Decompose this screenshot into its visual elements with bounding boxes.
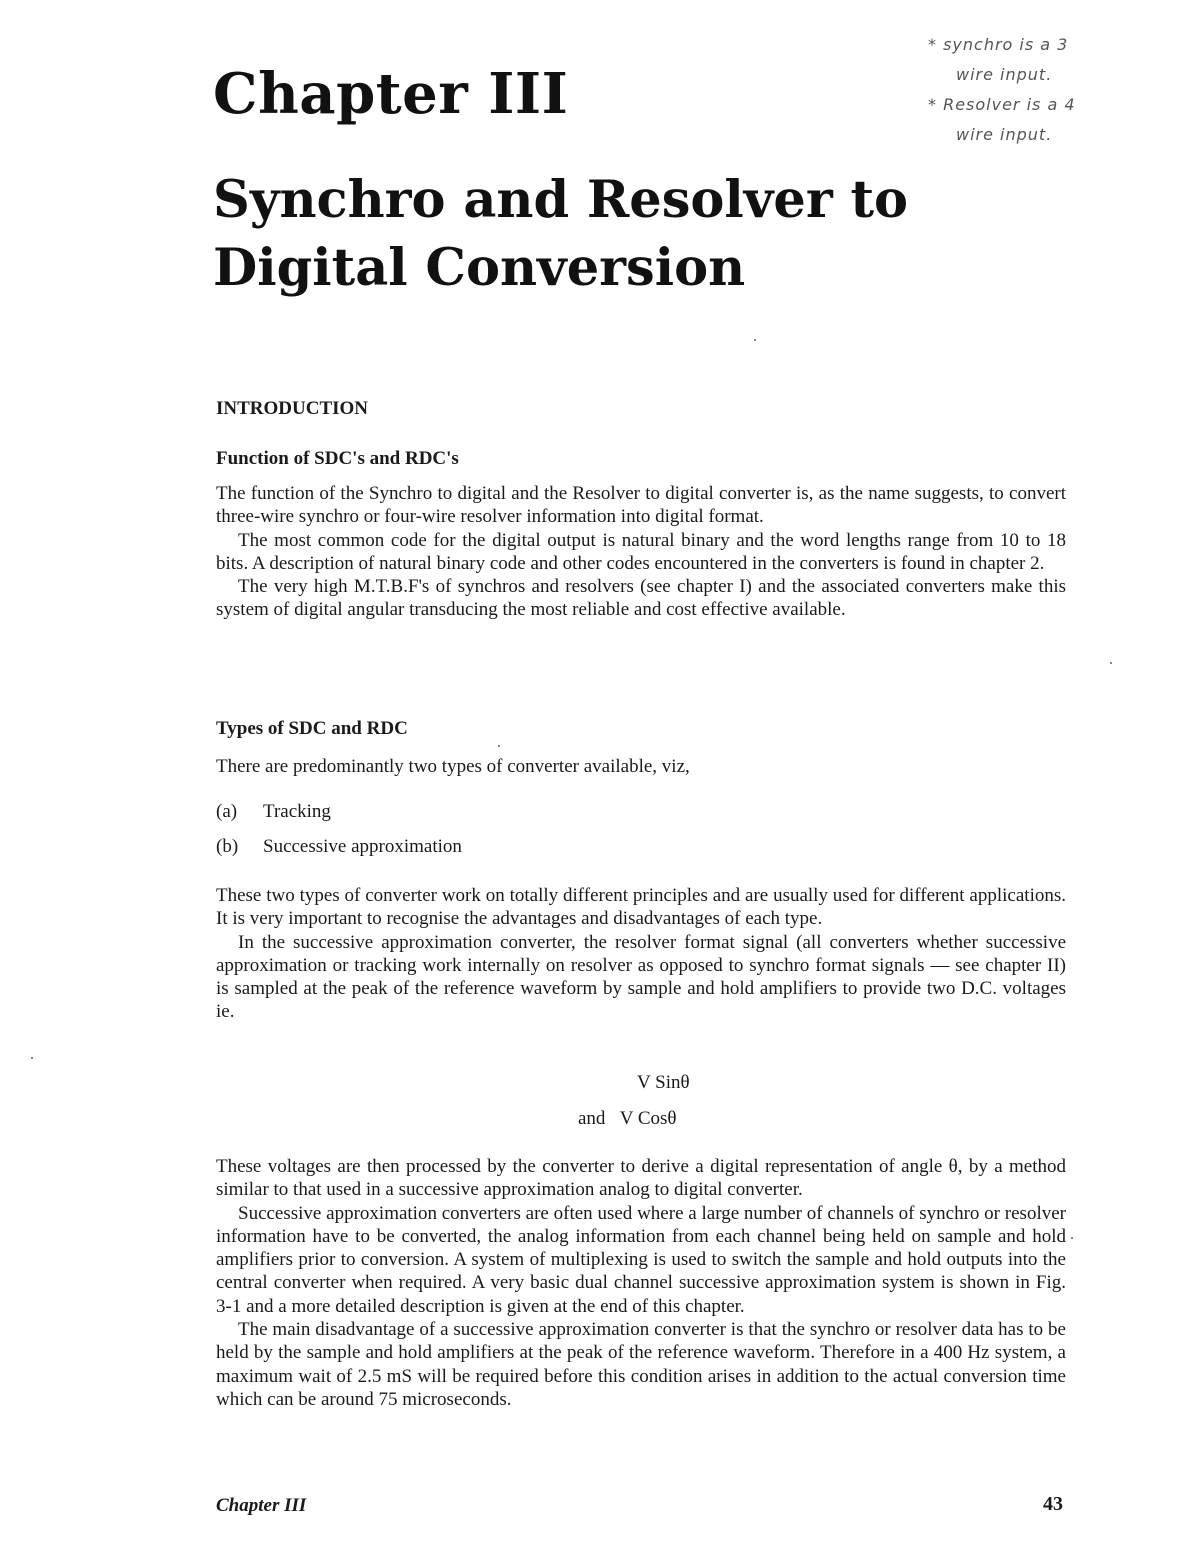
paragraph: The function of the Synchro to digital and the Resolver to digital converter is, as the name suggests, to convert three-wire synchro or four-wire resolver information into digital format. [216,483,1066,528]
chapter-title-line: Digital Conversion [213,238,746,298]
function-paragraphs [216,482,1066,622]
list-item [216,800,331,824]
types-paragraphs-a [216,884,1066,1024]
subheading-function: Function of SDC's and RDC's [216,448,459,469]
chapter-title-line: Synchro and Resolver to [213,170,909,230]
subheading-types: Types of SDC and RDC [216,718,408,739]
scan-speck [31,1057,33,1059]
scan-speck [754,339,756,341]
paragraph: Successive approximation converters are often used where a large number of channels of synchro or resolver information have to be converted, the analog information from each channel being held on sample and hold amplifiers prior to conversion. A system of multiplexing is used to switch the sample and hold outputs into the central converter when required. A very basic dual channel successive approximation system is shown in Fig. 3-1 and a more detailed description is given at the end of this chapter. [216,1202,1066,1317]
equation-and: and [578,1108,606,1129]
paragraph: These two types of converter work on totally different principles and are usually used for different applications. It is very important to recognise the advantages and disadvantages of each type. [216,885,1066,930]
handwritten-note [928,30,1178,150]
list-marker: (a) [216,801,238,822]
scan-speck [498,745,500,747]
types-intro: There are predominantly two types of converter available, viz, [216,756,690,777]
list-text: Successive approximation [263,836,462,857]
chapter-label: Chapter III [213,61,569,127]
section-heading-introduction: INTRODUCTION [216,398,369,419]
types-paragraphs-b [216,1155,1066,1411]
equation-cos [578,1107,676,1131]
handwritten-note-line: * synchro is a 3 [928,35,1069,54]
page-number: 43 [1043,1493,1063,1515]
paragraph: The main disadvantage of a successive approximation converter is that the synchro or resolver data has to be held by the sample and hold amplifiers at the peak of the reference waveform. Therefore in a 400 Hz system, a maximum wait of 2.5 mS will be required before this condition arises in addition to the actual conversion time which can be around 75 microseconds. [216,1319,1066,1410]
paragraph: In the successive approximation converter, the resolver format signal (all converters whether successive approximation or tracking work internally on resolver as opposed to synchro format signals — see chapter II) is sampled at the peak of the reference waveform by sample and hold amplifiers to provide two D.C. voltages ie. [216,931,1066,1023]
list-text: Tracking [263,801,331,822]
footer-chapter: Chapter III [216,1495,307,1516]
chapter-title [213,166,913,302]
list-item [216,835,462,859]
handwritten-note-line: wire input. [956,125,1053,144]
paragraph: These voltages are then processed by the converter to derive a digital representation of angle θ, by a method similar to that used in a successive approximation analog to digital converter. [216,1156,1066,1201]
paragraph: The very high M.T.B.F's of synchros and resolvers (see chapter I) and the associated converters make this system of digital angular transducing the most reliable and cost effective available. [216,576,1066,621]
equation-sin: V Sinθ [637,1072,690,1093]
equation-cos-text: V Cosθ [619,1108,677,1129]
handwritten-note-line: wire input. [956,65,1053,84]
scan-speck [1110,662,1112,664]
list-marker: (b) [216,836,239,857]
scan-speck [1071,1237,1073,1239]
paragraph: The most common code for the digital output is natural binary and the word lengths range from 10 to 18 bits. A description of natural binary code and other codes encountered in the converters is found in chapter 2. [216,529,1066,574]
handwritten-note-line: * Resolver is a 4 [928,95,1076,114]
